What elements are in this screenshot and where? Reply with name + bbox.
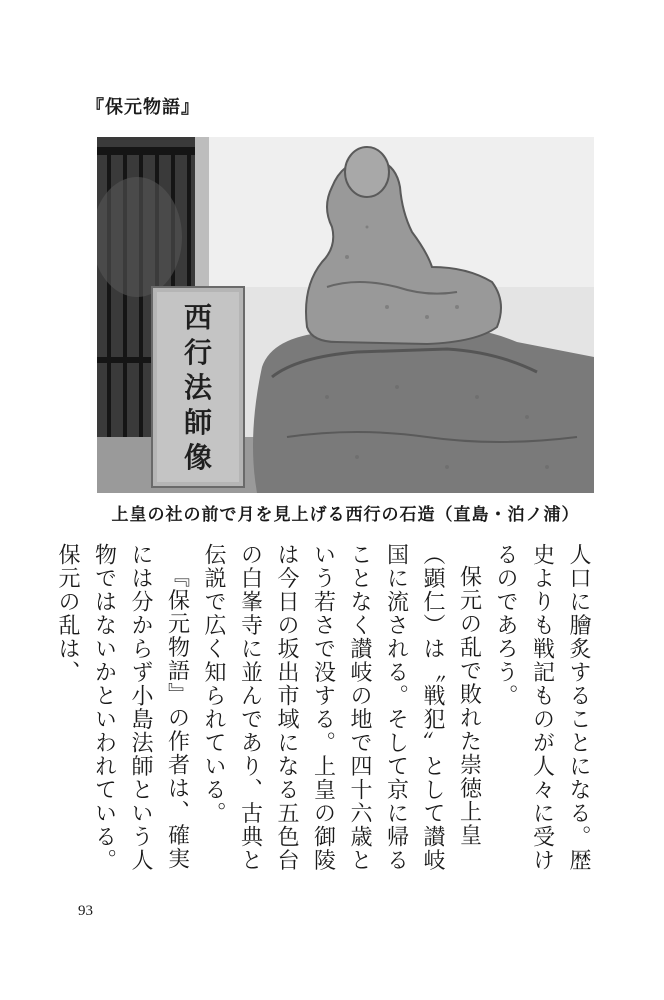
sign-char-5: 像 (183, 441, 213, 474)
sign-char-4: 師 (183, 406, 213, 439)
body-text-vertical (55, 543, 596, 887)
statue-photo-illustration (97, 137, 594, 493)
page-number: 93 (78, 903, 93, 919)
sign-char-1: 西 (183, 301, 213, 334)
photo-caption: 上皇の社の前で月を見上げる西行の石造（直島・泊ノ浦） (111, 505, 580, 525)
base-rock (253, 327, 594, 493)
running-header: 『保元物語』 (86, 97, 200, 118)
photo-saigyo-statue (97, 137, 594, 493)
paragraph: 人口に膾炙することになる。歴史よりも戦記ものが人々に受けるのであろう。 (493, 543, 591, 872)
paragraph: 保元の乱で敗れた崇徳上皇（顕仁）は〝戦犯〟として讃岐国に流される。そして京に帰ることなく讃岐の地で四十六歳という若さで没する。上皇の御陵は今日の坂出市域になる五色台の白峯寺に並んであり、古典と伝説で広く知られている。 (201, 543, 482, 872)
sign-char-2: 行 (183, 336, 213, 369)
sign-char-3: 法 (183, 371, 213, 404)
paragraph: 『保元物語』の作者は、確実には分からず小島法師という人物ではないかといわれている。保元の乱は、 (55, 543, 190, 872)
statue-head (345, 147, 389, 197)
